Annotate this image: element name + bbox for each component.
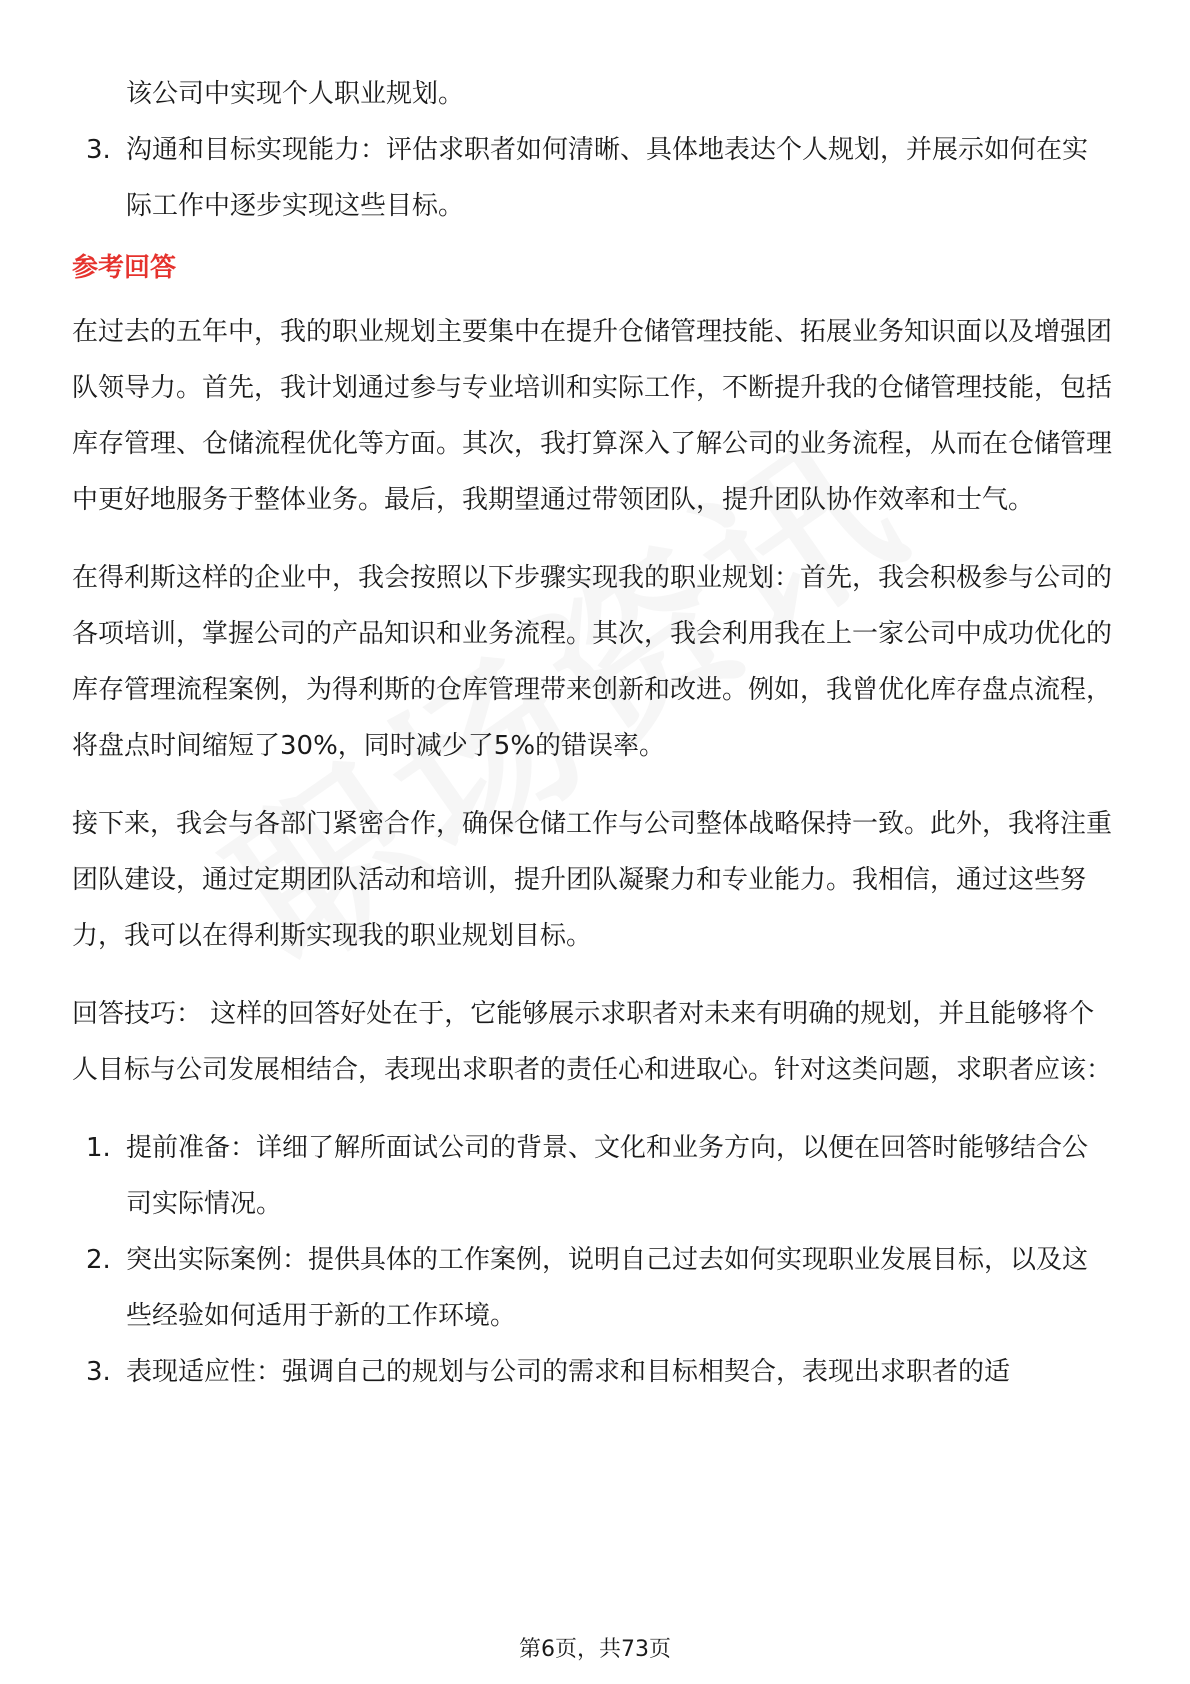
tips-list [72,1120,1112,1400]
list-text: 突出实际案例：提供具体的工作案例，说明自己过去如何实现职业发展目标，以及这些经验如何适用于新的工作环境。 [126,1245,1089,1331]
list-number: 2. [86,1245,111,1275]
list-text: 表现适应性：强调自己的规划与公司的需求和目标相契合，表现出求职者的适 [126,1357,1011,1387]
list-text: 提前准备：详细了解所面试公司的背景、文化和业务方向，以便在回答时能够结合公司实际情况。 [126,1133,1089,1219]
section-heading: 参考回答 [72,253,177,283]
list-item [72,122,1112,234]
list-number: 1. [86,1133,111,1163]
paragraph: 在得利斯这样的企业中，我会按照以下步骤实现我的职业规划：首先，我会积极参与公司的各项培训，掌握公司的产品知识和业务流程。其次，我会利用我在上一家公司中成功优化的库存管理流程案例，为得利斯的仓库管理带来创新和改进。例如，我曾优化库存盘点流程，将盘点时间缩短了30%，同时减少了5%的错误率。 [72,563,1113,761]
paragraph: 接下来，我会与各部门紧密合作，确保仓储工作与公司整体战略保持一致。此外，我将注重团队建设，通过定期团队活动和培训，提升团队凝聚力和专业能力。我相信，通过这些努力，我可以在得利斯实现我的职业规划目标。 [72,809,1113,951]
list-number: 3. [86,1357,111,1387]
page-footer: 第6页，共73页 [519,1637,671,1662]
list-item [72,1344,1112,1400]
list-number: 3. [86,135,111,165]
list-item-continuation: 该公司中实现个人职业规划。 [126,79,465,109]
list-item [72,1120,1112,1232]
page-content [72,66,1112,1400]
list-text: 沟通和目标实现能力：评估求职者如何清晰、具体地表达个人规划，并展示如何在实际工作中逐步实现这些目标。 [126,135,1089,221]
paragraph: 在过去的五年中，我的职业规划主要集中在提升仓储管理技能、拓展业务知识面以及增强团队领导力。首先，我计划通过参与专业培训和实际工作，不断提升我的仓储管理技能，包括库存管理、仓储流程优化等方面。其次，我打算深入了解公司的业务流程，从而在仓储管理中更好地服务于整体业务。最后，我期望通过带领团队，提升团队协作效率和士气。 [72,317,1113,515]
list-item [72,1232,1112,1344]
paragraph: 回答技巧： 这样的回答好处在于，它能够展示求职者对未来有明确的规划，并且能够将个人目标与公司发展相结合，表现出求职者的责任心和进取心。针对这类问题，求职者应该： [72,999,1113,1085]
